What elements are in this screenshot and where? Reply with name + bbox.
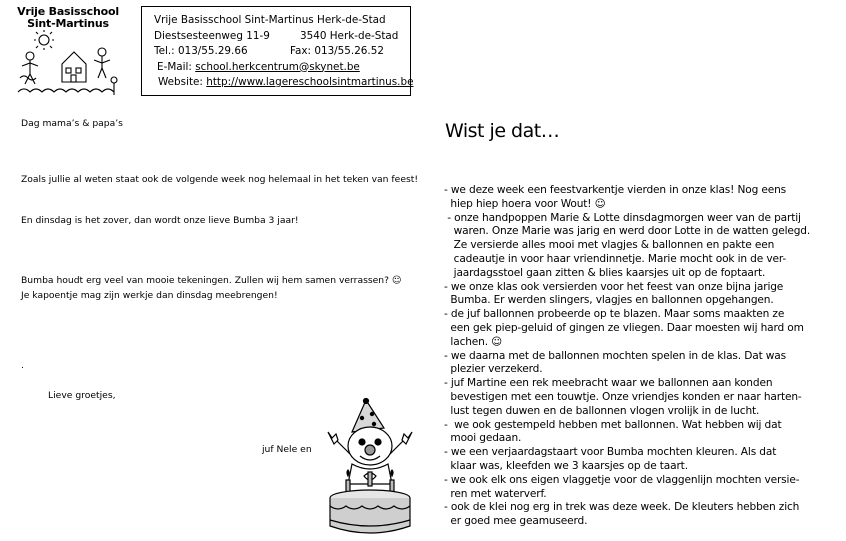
fact-line: ren met waterverf. — [444, 487, 547, 500]
school-contact-box — [141, 6, 414, 96]
fact-line: - onze handpoppen Marie & Lotte dinsdagmorgen weer van de partij — [444, 211, 801, 224]
fact-line: hiep hiep hoera voor Wout! ☺ — [444, 197, 606, 210]
fact-line: cadeautje in voor haar vriendinnetje. Marie mocht ook in de ver- — [444, 252, 787, 265]
website-label: Website: — [158, 76, 207, 88]
fact-line: - de juf ballonnen probeerde op te blazen. Maar soms maakten ze — [444, 308, 785, 321]
fact-line: er goed mee geamuseerd. — [444, 515, 588, 528]
school-city: 3540 Herk-de-Stad — [300, 29, 399, 42]
school-fax: Fax: 013/55.26.52 — [290, 45, 384, 57]
fact-line: - we ook gestempeld hebben met ballonnen. Wat hebben wij dat — [444, 418, 782, 431]
fact-line: waren. Onze Marie was jarig en werd door Lotte in de watten gelegd. — [444, 225, 811, 238]
letter-signature: juf Nele en — [262, 444, 312, 455]
email-link[interactable]: school.herkcentrum@skynet.be — [195, 60, 360, 73]
letter-paragraph-2: En dinsdag is het zover, dan wordt onze lieve Bumba 3 jaar! — [21, 215, 299, 226]
school-street: Diestsesteenweg 11-9 — [154, 29, 270, 42]
fact-line: lust tegen duwen en de ballonnen vlogen vrolijk in de lucht. — [444, 404, 760, 417]
letter-greeting: Dag mama’s & papa’s — [21, 118, 123, 129]
fact-line: - we deze week een feestvarkentje vierden in onze klas! Nog eens — [444, 184, 787, 196]
fact-line: lachen. ☺ — [444, 335, 503, 348]
bumba-birthday-cake-icon — [322, 398, 422, 541]
fact-line: - we daarna met de ballonnen mochten spelen in de klas. Dat was — [444, 349, 787, 362]
wist-je-dat-list — [444, 184, 836, 529]
school-name: Vrije Basisschool Sint-Martinus Herk-de-Stad — [154, 14, 386, 26]
fact-line: - we ook elk ons eigen vlaggetje voor de vlaggenlijn mochten versie- — [444, 473, 800, 486]
letter-paragraph-1: Zoals jullie al weten staat ook de volgende week nog helemaal in het teken van feest! — [21, 174, 419, 185]
logo-text-line2: Sint-Martinus — [27, 17, 109, 30]
fact-line: plezier verzekerd. — [444, 363, 543, 376]
fact-line: - ook de klei nog erg in trek was deze week. De kleuters hebben zich — [444, 501, 800, 514]
fact-line: een gek piep-geluid of gingen ze vliegen. Daar moesten wij hard om — [444, 321, 804, 334]
school-telephone: Tel.: 013/55.29.66 — [154, 45, 248, 57]
letter-dot: . — [21, 360, 24, 371]
fact-line: bevestigen met een touwtje. Onze vriendjes konden er naar harten- — [444, 390, 802, 403]
fact-line: Ze versierde alles mooi met vlagjes & ballonnen en pakte een — [444, 239, 775, 252]
website-link[interactable]: http://www.lagereschoolsintmartinus.be — [206, 76, 414, 88]
fact-line: jaardagsstoel gaan zitten & blies kaarsjes uit op de foptaart. — [444, 266, 766, 279]
fact-line: Bumba. Er werden slingers, vlagjes en ballonnen opgehangen. — [444, 294, 774, 307]
children-drawing-icon — [14, 30, 122, 100]
fact-line: - juf Martine een rek meebracht waar we ballonnen aan konden — [444, 377, 773, 390]
email-label: E-Mail: — [157, 60, 196, 73]
school-logo — [14, 6, 122, 100]
letter-paragraph-3b: Je kapoentje mag zijn werkje dan dinsdag meebrengen! — [21, 290, 278, 301]
fact-line: klaar was, kleefden we 3 kaarsjes op de taart. — [444, 459, 688, 472]
letter-closing: Lieve groetjes, — [48, 390, 116, 401]
fact-line: - we onze klas ook versierden voor het feest van onze bijna jarige — [444, 280, 784, 293]
wist-je-dat-heading: Wist je dat… — [445, 120, 560, 142]
logo-text-line1: Vrije Basisschool — [17, 5, 119, 18]
fact-line: mooi gedaan. — [444, 432, 522, 445]
fact-line: - we een verjaardagstaart voor Bumba mochten kleuren. Als dat — [444, 446, 777, 459]
letter-paragraph-3a: Bumba houdt erg veel van mooie tekeningen. Zullen wij hem samen verrassen? ☺ — [21, 275, 402, 286]
